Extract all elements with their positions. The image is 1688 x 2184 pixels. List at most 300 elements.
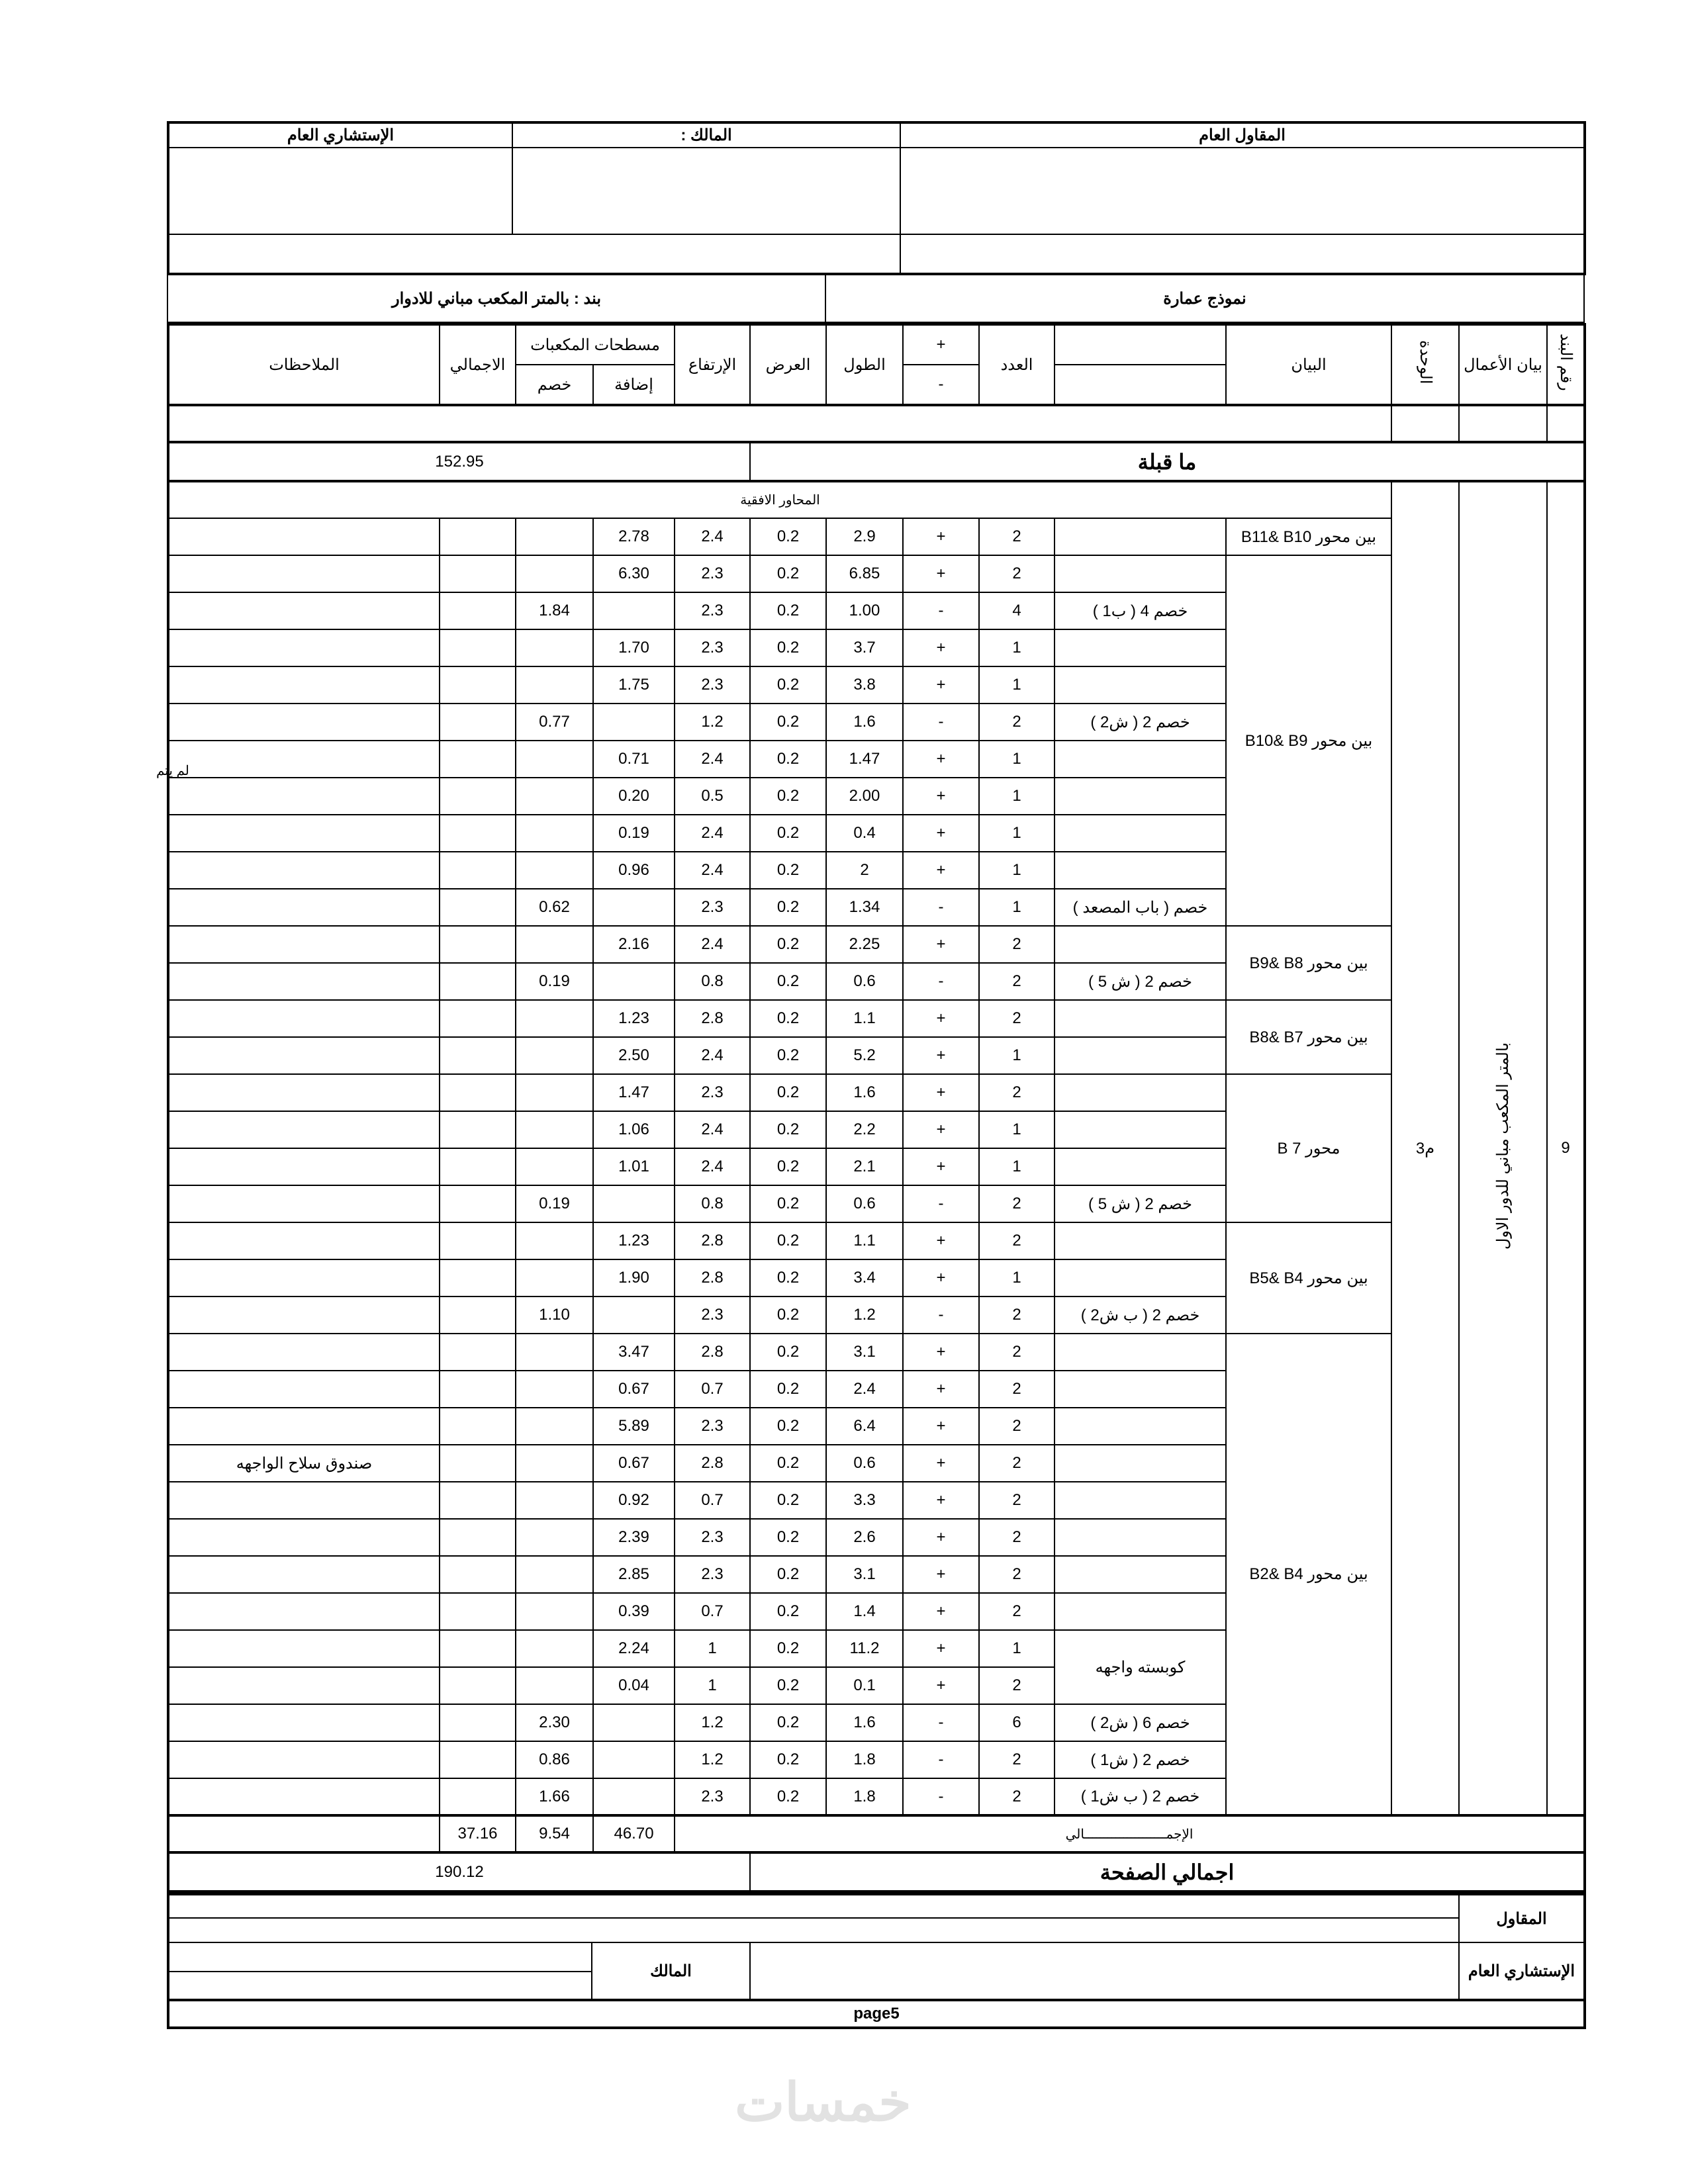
count-cell: 1 [979, 1111, 1055, 1148]
total-cell [440, 1741, 516, 1778]
total-cell [440, 1297, 516, 1334]
location-cell: بين محور B5& B4 [1226, 1222, 1391, 1334]
description-cell [1055, 1148, 1226, 1185]
deduct-cell: 1.10 [516, 1297, 593, 1334]
description-cell: خصم 2 ( ب ش1 ) [1055, 1778, 1226, 1815]
length-cell: 2 [826, 852, 903, 889]
deduct-cell [516, 1037, 593, 1074]
length-cell: 1.6 [826, 1074, 903, 1111]
section-title: المحاور الافقية [168, 481, 1391, 518]
notes-cell [168, 778, 440, 815]
count-cell: 2 [979, 1000, 1055, 1037]
total-cell [440, 555, 516, 592]
length-cell: 1.34 [826, 889, 903, 926]
sign-cell: - [903, 1704, 979, 1741]
consultant-sign[interactable] [750, 1942, 1459, 2000]
count-cell: 1 [979, 741, 1055, 778]
sign-cell: - [903, 704, 979, 741]
sign-cell: + [903, 1371, 979, 1408]
add-cell: 3.47 [593, 1334, 675, 1371]
notes-cell [168, 1074, 440, 1111]
width-cell: 0.2 [750, 1000, 826, 1037]
sign-cell: - [903, 1741, 979, 1778]
notes-cell [168, 1297, 440, 1334]
notes-cell [168, 1667, 440, 1704]
notes-cell [168, 1593, 440, 1630]
description-cell [1055, 1519, 1226, 1556]
height-cell: 2.4 [675, 1037, 750, 1074]
description-cell [1055, 1074, 1226, 1111]
total-cell [440, 852, 516, 889]
width-cell: 0.2 [750, 1704, 826, 1741]
location-cell: بين محور B11& B10 [1226, 518, 1391, 555]
width-cell: 0.2 [750, 815, 826, 852]
total-cell [440, 741, 516, 778]
description-cell [1055, 629, 1226, 666]
width-cell: 0.2 [750, 555, 826, 592]
width-cell: 0.2 [750, 1445, 826, 1482]
count-cell: 1 [979, 1259, 1055, 1297]
sign-cell: + [903, 1445, 979, 1482]
add-cell: 2.85 [593, 1556, 675, 1593]
add-cell: 0.04 [593, 1667, 675, 1704]
col-blank-bottom [1055, 365, 1226, 405]
height-cell: 2.3 [675, 1074, 750, 1111]
col-total: الاجمالي [440, 324, 516, 405]
width-cell: 0.2 [750, 1556, 826, 1593]
add-cell: 1.70 [593, 629, 675, 666]
length-cell: 0.6 [826, 963, 903, 1000]
total-cell [440, 1482, 516, 1519]
sign-cell: - [903, 963, 979, 1000]
table-row [168, 926, 1585, 963]
notes-cell [168, 1556, 440, 1593]
add-cell: 6.30 [593, 555, 675, 592]
deduct-cell [516, 666, 593, 704]
width-cell: 0.2 [750, 963, 826, 1000]
sign-cell: - [903, 1297, 979, 1334]
height-cell: 2.3 [675, 629, 750, 666]
deduct-cell [516, 778, 593, 815]
description-cell [1055, 741, 1226, 778]
total-cell [440, 1000, 516, 1037]
col-statement: البيان [1226, 324, 1391, 405]
description-cell [1055, 1259, 1226, 1297]
notes-cell [168, 518, 440, 555]
length-cell: 1.8 [826, 1778, 903, 1815]
contractor-signature[interactable] [900, 148, 1585, 234]
count-cell: 2 [979, 1408, 1055, 1445]
width-cell: 0.2 [750, 1185, 826, 1222]
total-cell [440, 592, 516, 629]
totals-add: 46.70 [593, 1815, 675, 1852]
owner-sign-line[interactable] [168, 1942, 592, 1972]
deduct-cell [516, 1408, 593, 1445]
add-cell: 5.89 [593, 1408, 675, 1445]
count-cell: 2 [979, 1297, 1055, 1334]
count-cell: 2 [979, 1074, 1055, 1111]
consultant-signature[interactable] [168, 148, 512, 234]
add-cell [593, 1185, 675, 1222]
length-cell: 1.2 [826, 1297, 903, 1334]
sign-cell: - [903, 1778, 979, 1815]
height-cell: 1.2 [675, 704, 750, 741]
length-cell: 0.4 [826, 815, 903, 852]
notes-cell [168, 1741, 440, 1778]
carried-forward-value: 152.95 [168, 442, 750, 481]
model-title: نموذج عمارة [825, 275, 1584, 322]
notes-cell [168, 555, 440, 592]
notes-cell [168, 1222, 440, 1259]
total-cell [440, 1222, 516, 1259]
notes-cell [168, 963, 440, 1000]
description-cell [1055, 1408, 1226, 1445]
add-cell: 2.24 [593, 1630, 675, 1667]
height-cell: 2.8 [675, 1334, 750, 1371]
deduct-cell: 0.19 [516, 963, 593, 1000]
contractor-sign-line[interactable] [168, 1894, 1459, 1918]
signature-header [167, 121, 1586, 275]
height-cell: 0.8 [675, 1185, 750, 1222]
count-cell: 1 [979, 852, 1055, 889]
height-cell: 2.3 [675, 1778, 750, 1815]
height-cell: 0.7 [675, 1482, 750, 1519]
footer-consultant-label: الإستشاري العام [1459, 1942, 1585, 2000]
deduct-cell [516, 1667, 593, 1704]
count-cell: 1 [979, 1148, 1055, 1185]
height-cell: 2.8 [675, 1445, 750, 1482]
width-cell: 0.2 [750, 741, 826, 778]
sign-cell: + [903, 1630, 979, 1667]
count-cell: 6 [979, 1704, 1055, 1741]
table-row [168, 1334, 1585, 1371]
total-cell [440, 629, 516, 666]
table-row [168, 1074, 1585, 1111]
width-cell: 0.2 [750, 1778, 826, 1815]
length-cell: 1.8 [826, 1741, 903, 1778]
add-cell [593, 889, 675, 926]
deduct-cell: 1.84 [516, 592, 593, 629]
width-cell: 0.2 [750, 1630, 826, 1667]
add-cell: 1.75 [593, 666, 675, 704]
total-cell [440, 1185, 516, 1222]
col-minus: - [903, 365, 979, 405]
sign-cell: - [903, 1185, 979, 1222]
description-cell: خصم 2 ( ش 5 ) [1055, 1185, 1226, 1222]
sign-cell: + [903, 666, 979, 704]
owner-signature[interactable] [512, 148, 900, 234]
add-cell: 2.16 [593, 926, 675, 963]
consultant-label: الإستشاري العام [168, 122, 512, 148]
length-cell: 6.85 [826, 555, 903, 592]
description-cell [1055, 518, 1226, 555]
description-cell [1055, 1000, 1226, 1037]
sign-cell: - [903, 889, 979, 926]
height-cell: 2.3 [675, 1556, 750, 1593]
count-cell: 4 [979, 592, 1055, 629]
length-cell: 3.1 [826, 1556, 903, 1593]
total-cell [440, 1371, 516, 1408]
height-cell: 2.8 [675, 1259, 750, 1297]
blank-cell [1547, 405, 1585, 442]
description-cell: خصم ( باب المصعد ) [1055, 889, 1226, 926]
width-cell: 0.2 [750, 666, 826, 704]
notes-cell [168, 1185, 440, 1222]
sign-cell: + [903, 629, 979, 666]
width-cell: 0.2 [750, 1482, 826, 1519]
item-number: 9 [1561, 1139, 1570, 1157]
description-cell [1055, 815, 1226, 852]
sign-cell: + [903, 518, 979, 555]
count-cell: 2 [979, 1778, 1055, 1815]
add-cell: 0.39 [593, 1593, 675, 1630]
description-cell: خصم 2 ( ش 5 ) [1055, 963, 1226, 1000]
deduct-cell [516, 1222, 593, 1259]
col-add: إضافة [593, 365, 675, 405]
description-cell [1055, 1222, 1226, 1259]
length-cell: 3.4 [826, 1259, 903, 1297]
totals-total: 37.16 [440, 1815, 516, 1852]
add-cell [593, 592, 675, 629]
col-width: العرض [750, 324, 826, 405]
width-cell: 0.2 [750, 1222, 826, 1259]
sign-cell: + [903, 926, 979, 963]
sign-cell: + [903, 555, 979, 592]
length-cell: 2.9 [826, 518, 903, 555]
count-cell: 2 [979, 1371, 1055, 1408]
width-cell: 0.2 [750, 592, 826, 629]
description-cell [1055, 778, 1226, 815]
length-cell: 1.47 [826, 741, 903, 778]
notes-cell [168, 704, 440, 741]
height-cell: 2.4 [675, 1111, 750, 1148]
owner-label: المالك : [512, 122, 900, 148]
blank-cell [1391, 405, 1459, 442]
total-cell [440, 1593, 516, 1630]
description-cell [1055, 1037, 1226, 1074]
length-cell: 3.7 [826, 629, 903, 666]
col-work: بيان الأعمال [1459, 324, 1547, 405]
width-cell: 0.2 [750, 1667, 826, 1704]
height-cell: 0.7 [675, 1593, 750, 1630]
total-cell [440, 1334, 516, 1371]
owner-consultant-extra [168, 234, 900, 274]
deduct-cell [516, 1556, 593, 1593]
total-cell [440, 1704, 516, 1741]
height-cell: 2.3 [675, 1297, 750, 1334]
length-cell: 6.4 [826, 1408, 903, 1445]
add-cell [593, 963, 675, 1000]
height-cell: 0.5 [675, 778, 750, 815]
height-cell: 1.2 [675, 1704, 750, 1741]
add-cell: 2.39 [593, 1519, 675, 1556]
length-cell: 2.00 [826, 778, 903, 815]
notes-cell [168, 1519, 440, 1556]
length-cell: 1.6 [826, 1704, 903, 1741]
contractor-sign-line-2[interactable] [168, 1918, 1459, 1942]
height-cell: 2.4 [675, 1148, 750, 1185]
height-cell: 2.3 [675, 666, 750, 704]
total-cell [440, 1111, 516, 1148]
count-cell: 2 [979, 1334, 1055, 1371]
sign-cell: + [903, 1259, 979, 1297]
notes-cell [168, 1000, 440, 1037]
total-cell [440, 889, 516, 926]
notes-cell [168, 1148, 440, 1185]
table-row [168, 1000, 1585, 1037]
sign-cell: + [903, 1111, 979, 1148]
width-cell: 0.2 [750, 1259, 826, 1297]
blank-row [168, 405, 1391, 442]
footer-contractor-label: المقاول [1459, 1894, 1585, 1942]
add-cell: 1.06 [593, 1111, 675, 1148]
height-cell: 2.3 [675, 1519, 750, 1556]
width-cell: 0.2 [750, 778, 826, 815]
add-cell [593, 1741, 675, 1778]
width-cell: 0.2 [750, 852, 826, 889]
page-total-row [168, 1852, 1585, 1891]
add-cell: 1.23 [593, 1000, 675, 1037]
sign-cell: + [903, 1519, 979, 1556]
deduct-cell: 2.30 [516, 1704, 593, 1741]
page-number: page5 [168, 2000, 1585, 2028]
total-cell [440, 963, 516, 1000]
count-cell: 1 [979, 629, 1055, 666]
length-cell: 3.8 [826, 666, 903, 704]
sign-cell: + [903, 1334, 979, 1371]
deduct-cell [516, 1259, 593, 1297]
height-cell: 2.4 [675, 926, 750, 963]
length-cell: 2.1 [826, 1148, 903, 1185]
sign-cell: + [903, 1667, 979, 1704]
quantity-sheet [167, 121, 1583, 2029]
sign-cell: + [903, 1482, 979, 1519]
count-cell: 1 [979, 889, 1055, 926]
owner-sign-line-2[interactable] [168, 1972, 592, 2000]
add-cell: 2.50 [593, 1037, 675, 1074]
deduct-cell [516, 815, 593, 852]
count-cell: 2 [979, 963, 1055, 1000]
location-cell: بين محور B2& B4 [1226, 1334, 1391, 1815]
deduct-cell [516, 629, 593, 666]
total-cell [440, 926, 516, 963]
width-cell: 0.2 [750, 1111, 826, 1148]
notes-cell [168, 852, 440, 889]
length-cell: 2.6 [826, 1519, 903, 1556]
total-cell [440, 1778, 516, 1815]
count-cell: 2 [979, 555, 1055, 592]
notes-cell [168, 1778, 440, 1815]
length-cell: 1.4 [826, 1593, 903, 1630]
contractor-extra [900, 234, 1585, 274]
col-count: العدد [979, 324, 1055, 405]
notes-cell [168, 1111, 440, 1148]
location-cell: بين محور B9& B8 [1226, 926, 1391, 1000]
width-cell: 0.2 [750, 518, 826, 555]
item-number-cell [1547, 481, 1585, 1815]
deduct-cell [516, 1111, 593, 1148]
deduct-cell [516, 1630, 593, 1667]
total-cell [440, 1556, 516, 1593]
col-plus: + [903, 324, 979, 365]
work-description: بالمتر المكعب مباني للدور الاول [1493, 1042, 1512, 1250]
total-cell [440, 518, 516, 555]
length-cell: 2.4 [826, 1371, 903, 1408]
unit-cell: م3 [1391, 481, 1459, 1815]
total-cell [440, 1408, 516, 1445]
description-cell: خصم 2 ( ش1 ) [1055, 1741, 1226, 1778]
length-cell: 0.1 [826, 1667, 903, 1704]
width-cell: 0.2 [750, 629, 826, 666]
height-cell: 2.4 [675, 852, 750, 889]
count-cell: 2 [979, 1556, 1055, 1593]
table-row [168, 555, 1585, 592]
description-cell [1055, 1111, 1226, 1148]
length-cell: 2.2 [826, 1111, 903, 1148]
totals-row [168, 1815, 1585, 1852]
watermark-logo: خمسات [735, 2073, 912, 2132]
width-cell: 0.2 [750, 1297, 826, 1334]
length-cell: 0.6 [826, 1445, 903, 1482]
description-cell [1055, 926, 1226, 963]
count-cell: 1 [979, 1630, 1055, 1667]
width-cell: 0.2 [750, 1037, 826, 1074]
sign-cell: + [903, 1074, 979, 1111]
description-cell: خصم 2 ( ب ش2 ) [1055, 1297, 1226, 1334]
col-unit: الوحدة [1391, 324, 1459, 405]
deduct-cell [516, 1371, 593, 1408]
width-cell: 0.2 [750, 1371, 826, 1408]
description-cell: كوبسته واجهه [1055, 1630, 1226, 1704]
width-cell: 0.2 [750, 889, 826, 926]
height-cell: 1 [675, 1667, 750, 1704]
height-cell: 2.4 [675, 518, 750, 555]
length-cell: 11.2 [826, 1630, 903, 1667]
page-total-label: اجمالي الصفحة [750, 1852, 1585, 1891]
total-cell [440, 1148, 516, 1185]
notes-cell [168, 666, 440, 704]
col-blank-top [1055, 324, 1226, 365]
add-cell: 1.47 [593, 1074, 675, 1111]
deduct-cell [516, 1334, 593, 1371]
length-cell: 3.1 [826, 1334, 903, 1371]
page-total-value: 190.12 [168, 1852, 750, 1891]
add-cell [593, 1297, 675, 1334]
deduct-cell [516, 926, 593, 963]
sign-cell: + [903, 1556, 979, 1593]
deduct-cell [516, 555, 593, 592]
deduct-cell [516, 1519, 593, 1556]
notes-cell [168, 1371, 440, 1408]
count-cell: 2 [979, 1667, 1055, 1704]
height-cell: 1 [675, 1630, 750, 1667]
col-notes: الملاحظات [168, 324, 440, 405]
height-cell: 1.2 [675, 1741, 750, 1778]
height-cell: 2.3 [675, 1408, 750, 1445]
description-cell: خصم 4 ( ب1 ) [1055, 592, 1226, 629]
sign-cell: + [903, 1000, 979, 1037]
totals-notes [168, 1815, 440, 1852]
count-cell: 2 [979, 1482, 1055, 1519]
deduct-cell [516, 1148, 593, 1185]
description-cell [1055, 1371, 1226, 1408]
length-cell: 5.2 [826, 1037, 903, 1074]
count-cell: 2 [979, 518, 1055, 555]
total-cell [440, 1037, 516, 1074]
sign-cell: + [903, 1222, 979, 1259]
deduct-cell [516, 1000, 593, 1037]
sign-cell: + [903, 1408, 979, 1445]
